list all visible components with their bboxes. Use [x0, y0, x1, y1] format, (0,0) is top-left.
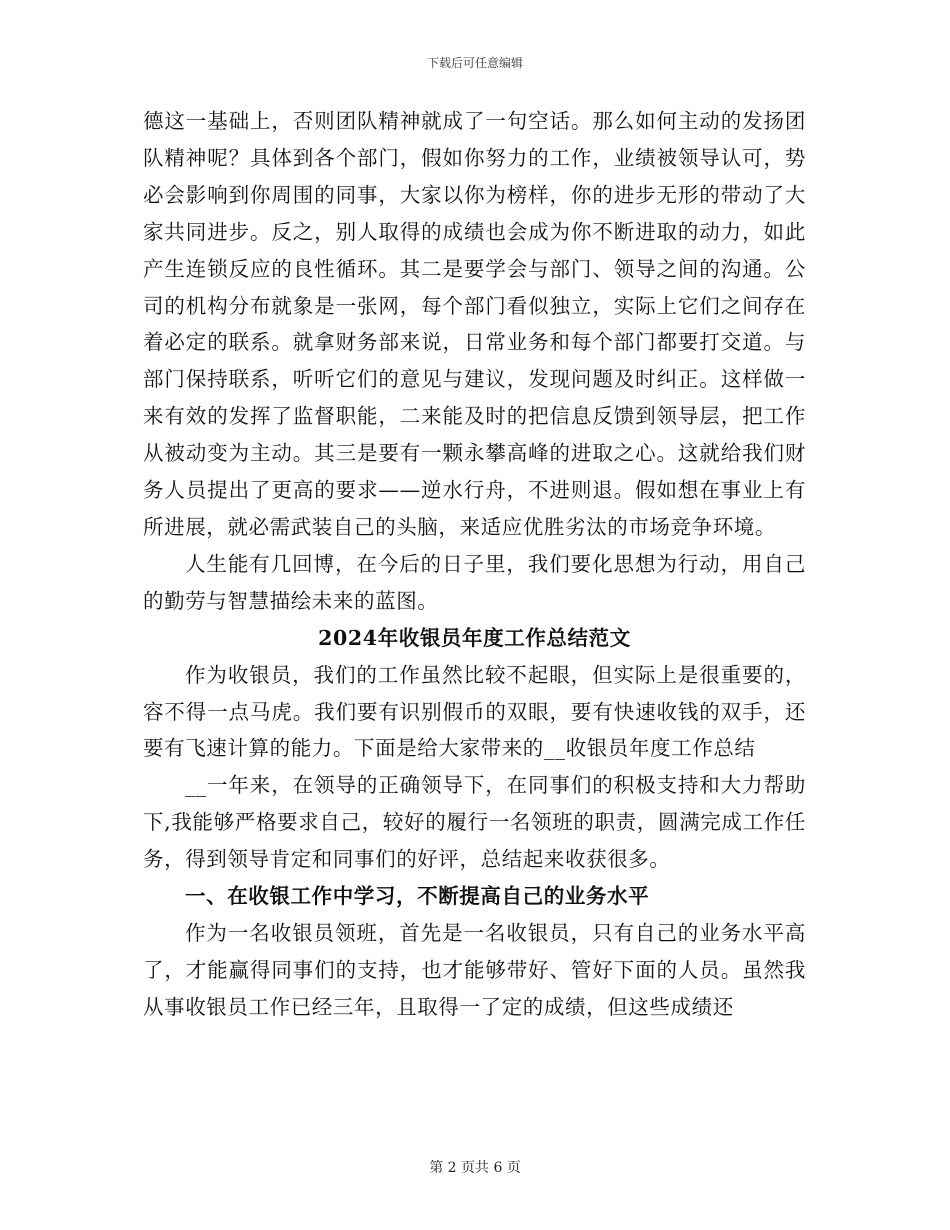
paragraph-continued: 德这一基础上，否则团队精神就成了一句空话。那么如何主动的发扬团队精神呢？具体到各个部门，假如你努力的工作，业绩被领导认可，势必会影响到你周围的同事，大家以你为榜样，你的进步无形的带动了大家共同进步。反之，别人取得的成绩也会成为你不断进取的动力，如此产生连锁反应的良性循环。其二是要学会与部门、领导之间的沟通。公司的机构分布就象是一张网，每个部门看似独立，实际上它们之间存在着必定的联系。就拿财务部来说，日常业务和每个部门都要打交道。与部门保持联系，听听它们的意见与建议，发现问题及时纠正。这样做一来有效的发挥了监督职能，二来能及时的把信息反馈到领导层，把工作从被动变为主动。其三是要有一颗永攀高峰的进取之心。这就给我们财务人员提出了更高的要求——逆水行舟，不进则退。假如想在事业上有所进展，就必需武装自己的头脑，来适应优胜劣汰的市场竞争环境。 — [143, 109, 806, 539]
section-heading: 一、在收银工作中学习，不断提高自己的业务水平 — [185, 884, 650, 909]
paragraph-summary: __一年来，在领导的正确领导下，在同事们的积极支持和大力帮助下,我能够严格要求自己，较好的履行一名领班的职责，圆满完成工作任务，得到领导肯定和同事们的好评，总结起来收获很多。 — [143, 773, 806, 872]
paragraph-conclusion: 人生能有几回博，在今后的日子里，我们要化思想为行动，用自己的勤劳与智慧描绘未来的蓝图。 — [143, 551, 806, 613]
article-title: 2024年收银员年度工作总结范文 — [318, 625, 631, 650]
page-header: 下载后可任意编辑 — [426, 56, 523, 70]
page-footer: 第 2 页共 6 页 — [429, 1160, 521, 1176]
paragraph-intro: 作为收银员，我们的工作虽然比较不起眼，但实际上是很重要的，容不得一点马虎。我们要有识别假币的双眼，要有快速收钱的双手，还要有飞速计算的能力。下面是给大家带来的__收银员年度工作总结 — [143, 662, 806, 761]
paragraph-section-body: 作为一名收银员领班，首先是一名收银员，只有自己的业务水平高了，才能赢得同事们的支持，也才能够带好、管好下面的人员。虽然我从事收银员工作已经三年，且取得一了定的成绩，但这些成绩还 — [143, 920, 806, 1019]
document-body — [143, 103, 806, 1026]
